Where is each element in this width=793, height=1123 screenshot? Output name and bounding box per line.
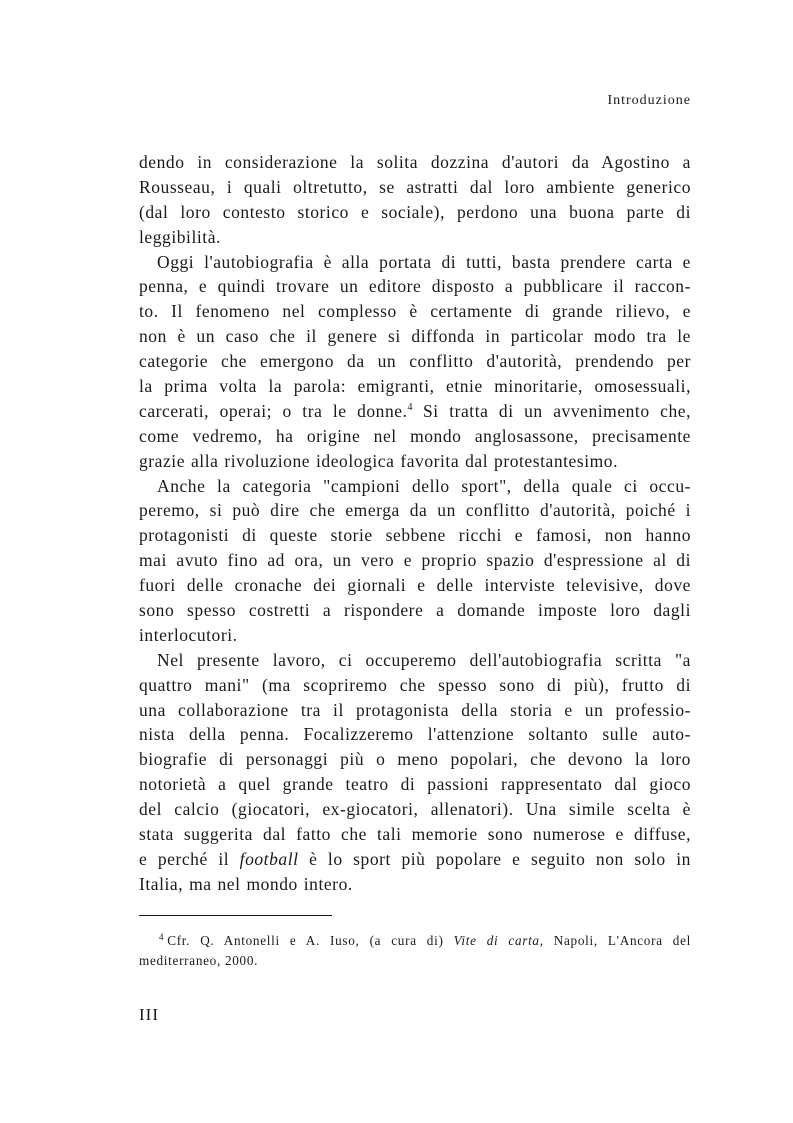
body-text (139, 150, 691, 897)
text-line: la prima volta la parola: emigranti, etnie minoritarie, omosessuali, (139, 376, 691, 397)
text-line: mai avuto fino ad ora, un vero e proprio spazio d'espressione al di (139, 550, 691, 571)
text-line: del calcio (giocatori, ex-giocatori, allenatori). Una simile scelta è (139, 799, 691, 820)
text-segment: Si tratta di un avvenimento che, (412, 400, 691, 421)
text-line: non è un caso che il genere si diffonda in particolar modo tra le (139, 326, 691, 347)
text-line: nista della penna. Focalizzeremo l'attenzione soltanto sulle auto- (139, 724, 691, 745)
text-line: una collaborazione tra il protagonista della storia e un professio- (139, 699, 691, 720)
text-line: come vedremo, ha origine nel mondo anglosassone, precisamente (139, 425, 691, 446)
text-line: grazie alla rivoluzione ideologica favorita dal protestantesimo. (139, 450, 619, 471)
text-line: dendo in considerazione la solita dozzina d'autori da Agostino a (139, 152, 691, 172)
text-line: Rousseau, i quali oltretutto, se astratti dal loro ambiente generico (139, 176, 691, 197)
text-line: penna, e quindi trovare un editore disposto a pubblicare il raccon- (139, 276, 691, 297)
text-line (139, 399, 691, 424)
text-segment: e perché il (139, 848, 240, 869)
text-line: quattro mani" (ma scopriremo che spesso sono di più), frutto di (139, 674, 691, 695)
text-line: fuori delle cronache dei giornali e delle interviste televisive, dove (139, 575, 691, 596)
italic-term: football (239, 848, 299, 869)
text-line: leggibilità. (139, 226, 221, 247)
footnote-marker: 4 (159, 931, 165, 942)
text-segment: carcerati, operai; o tra le donne. (139, 400, 408, 421)
footnote (139, 931, 691, 971)
text-line: (dal loro contesto storico e sociale), perdono una buona parte di (139, 201, 691, 222)
text-line: interlocutori. (139, 624, 238, 645)
text-line: peremo, si può dire che emerga da un conflitto d'autorità, poiché i (139, 500, 691, 521)
page-number: III (139, 1005, 159, 1024)
text-line: notorietà a quel grande teatro di passioni rappresentato dal gioco (139, 774, 691, 795)
text-line: protagonisti di queste storie sebbene ricchi e famosi, non hanno (139, 525, 691, 546)
text-line: Anche la categoria "campioni dello sport", della quale ci occu- (157, 475, 691, 496)
text-line: Italia, ma nel mondo intero. (139, 873, 353, 894)
running-head: Introduzione (607, 93, 691, 108)
text-segment: è lo sport più popolare e seguito non solo in (298, 848, 691, 869)
book-title: Vite di carta, (453, 933, 544, 948)
text-line: Nel presente lavoro, ci occuperemo dell'autobiografia scritta "a (157, 649, 691, 670)
text-line: Oggi l'autobiografia è alla portata di tutti, basta prendere carta e (157, 251, 691, 272)
footnote-divider (139, 915, 332, 916)
text-line: to. Il fenomeno nel complesso è certamente di grande rilievo, e (139, 301, 691, 322)
footnote-line (139, 931, 691, 951)
text-line: biografie di personaggi più o meno popolari, che devono la loro (139, 749, 691, 770)
text-line: stata suggerita dal fatto che tali memorie sono numerose e diffuse, (139, 824, 691, 845)
footnote-reference: 4 (407, 402, 413, 414)
text-line: categorie che emergono da un conflitto d'autorità, prendendo per (139, 351, 691, 372)
text-line (139, 847, 691, 872)
text-segment: Cfr. Q. Antonelli e A. Iuso, (a cura di) (167, 933, 454, 948)
text-segment: Napoli, L'Ancora del (543, 933, 692, 948)
footnote-line: mediterraneo, 2000. (139, 953, 259, 968)
text-line: sono spesso costretti a rispondere a domande imposte loro dagli (139, 600, 691, 621)
